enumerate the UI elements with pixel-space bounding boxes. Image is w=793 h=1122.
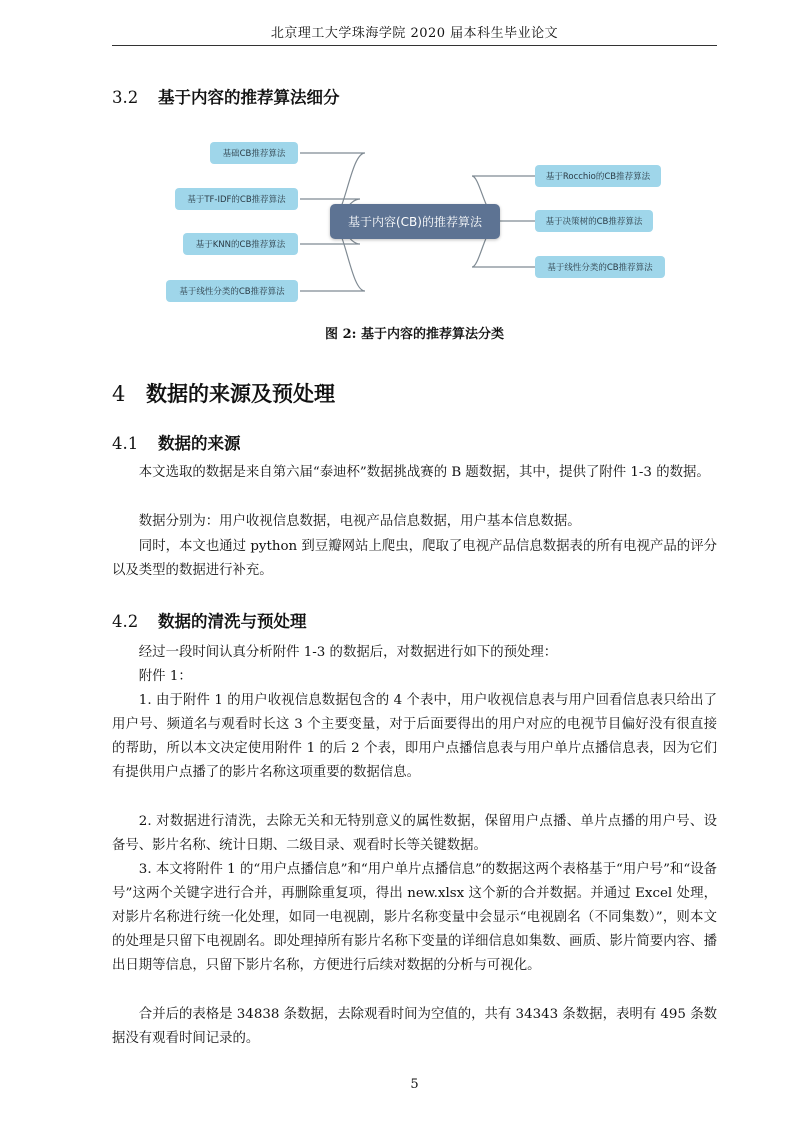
mindmap-node-basic-cb: 基础CB推荐算法 [210, 142, 298, 164]
paragraph: 1. 由于附件 1 的用户收视信息数据包含的 4 个表中，用户收视信息表与用户回看信息表只给出了用户号、频道名与观看时长这 3 个主要变量，对于后面要得出的用户对应的电视节目偏好没有很直接的帮助，所以本文决定使用附件 1 的后 2 个表，即用户点播信息表与用户单片点播信息表，因为它们有提供用户点播了的影片名称这项重要的数据信息。 [112, 693, 717, 780]
section-4-heading [112, 378, 335, 408]
page-number: 5 [410, 1077, 419, 1092]
section-title: 基于内容的推荐算法细分 [158, 88, 340, 107]
running-header: 北京理工大学珠海学院 2020 届本科生毕业论文 [270, 26, 559, 41]
mindmap-node-linear-cb-right: 基于线性分类的CB推荐算法 [535, 256, 665, 278]
section-3-2-heading [112, 84, 340, 108]
section-4-2-heading [112, 608, 307, 632]
section-number: 4.2 [112, 612, 139, 631]
mindmap-center-node: 基于内容(CB)的推荐算法 [330, 204, 500, 239]
section-number: 4.1 [112, 434, 139, 453]
figure-caption: 图 2: 基于内容的推荐算法分类 [325, 327, 504, 342]
paragraph: 3. 本文将附件 1 的“用户点播信息”和“用户单片点播信息”的数据这两个表格基于“用户号”和“设备号”这两个关键字进行合并，再删除重复项，得出 new.xlsx 这个新的合并数据。并通过 Excel 处理，对影片名称进行统一化处理，如同一电视剧，影片名称变量中会显示“电视剧名（不同集数）”，则本文的处理是只留下电视剧名。即处理掉所有影片名称下变量的详细信息如集数、画质、影片简要内容、播出日期等信息，只留下影片名称，方便进行后续对数据的分析与可视化。 [112, 862, 717, 973]
mindmap-node-decision-tree-cb: 基于决策树的CB推荐算法 [535, 210, 653, 232]
mindmap-figure [150, 135, 680, 310]
paragraph: 本文选取的数据是来自第六届“泰迪杯”数据挑战赛的 B 题数据，其中，提供了附件 1-3 的数据。 [138, 465, 710, 480]
paragraph: 2. 对数据进行清洗，去除无关和无特别意义的属性数据，保留用户点播、单片点播的用户号、设备号、影片名称、统计日期、二级目录、观看时长等关键数据。 [112, 814, 717, 853]
section-title: 数据的清洗与预处理 [158, 612, 307, 631]
paragraph: 同时，本文也通过 python 到豆瓣网站上爬虫，爬取了电视产品信息数据表的所有电视产品的评分以及类型的数据进行补充。 [112, 539, 717, 578]
section-number: 3.2 [112, 88, 139, 107]
mindmap-node-rocchio-cb: 基于Rocchio的CB推荐算法 [535, 165, 661, 187]
header-rule [112, 45, 717, 46]
paragraph: 附件 1： [138, 669, 192, 684]
section-title: 数据的来源及预处理 [146, 381, 335, 406]
section-title: 数据的来源 [158, 434, 241, 453]
paragraph: 数据分别为：用户收视信息数据，电视产品信息数据，用户基本信息数据。 [138, 514, 581, 529]
section-number: 4 [112, 382, 126, 406]
paragraph: 合并后的表格是 34838 条数据，去除观看时间为空值的，共有 34343 条数据，表明有 495 条数据没有观看时间记录的。 [112, 1007, 717, 1046]
mindmap-node-linear-cb-left: 基于线性分类的CB推荐算法 [166, 280, 298, 302]
mindmap-node-knn-cb: 基于KNN的CB推荐算法 [183, 233, 298, 255]
mindmap-node-tfidf-cb: 基于TF-IDF的CB推荐算法 [175, 188, 298, 210]
section-4-1-heading [112, 430, 241, 454]
paragraph: 经过一段时间认真分析附件 1-3 的数据后，对数据进行如下的预处理： [138, 645, 558, 660]
